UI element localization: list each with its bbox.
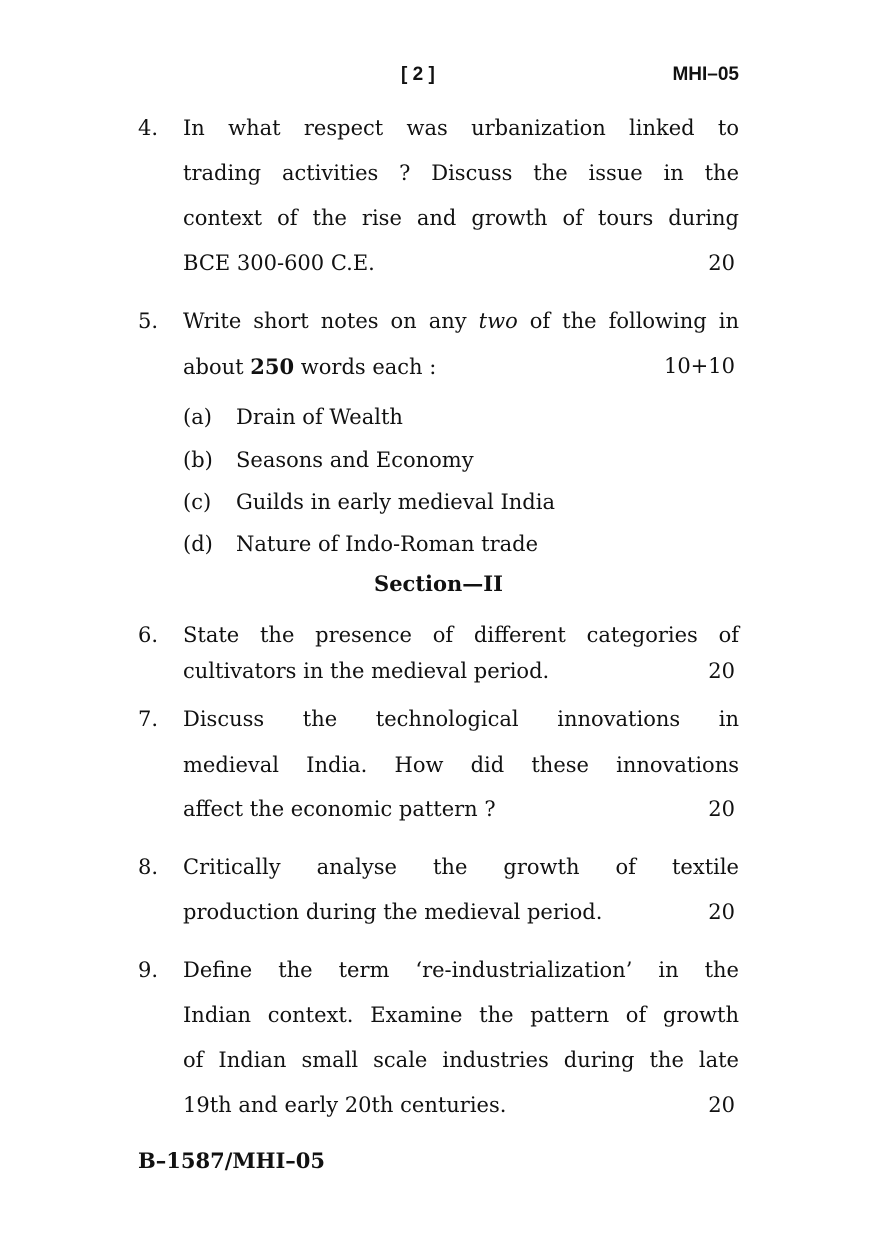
- question-line: cultivators in the medieval period.: [183, 659, 550, 683]
- text: about: [183, 355, 244, 379]
- question-line: In what respect was urbanization linked to: [183, 116, 739, 140]
- question-line: medieval India. How did these innovations: [183, 753, 739, 777]
- word-count: 250: [250, 354, 295, 379]
- option-text: Nature of Indo-Roman trade: [236, 532, 539, 556]
- marks: 20: [708, 251, 735, 275]
- question-line: Indian context. Examine the pattern of growth: [183, 1003, 739, 1027]
- question-line: Define the term ‘re-industrialization’ in the: [183, 958, 739, 982]
- question-number: 7.: [138, 707, 159, 731]
- question-line: [183, 309, 739, 333]
- emphasis: two: [478, 309, 518, 333]
- option-label: (b): [183, 448, 213, 472]
- paper-code-footer: B–1587/MHI–05: [138, 1148, 326, 1173]
- question-line: Critically analyse the growth of textile: [183, 855, 739, 879]
- option-text: Drain of Wealth: [236, 405, 403, 429]
- option-label: (a): [183, 405, 212, 429]
- question-line: 19th and early 20th centuries.: [183, 1093, 507, 1117]
- text: of the following in: [529, 309, 739, 333]
- option-text: Seasons and Economy: [236, 448, 474, 472]
- question-number: 6.: [138, 623, 159, 647]
- course-code: MHI–05: [672, 64, 739, 85]
- question-line: production during the medieval period.: [183, 900, 603, 924]
- option-text: Guilds in early medieval India: [236, 490, 555, 514]
- question-line: Discuss the technological innovations in: [183, 707, 739, 731]
- text: words each :: [300, 355, 437, 379]
- question-number: 9.: [138, 958, 159, 982]
- question-line: BCE 300-600 C.E.: [183, 251, 375, 275]
- marks: 20: [708, 797, 735, 821]
- page-number: [ 2 ]: [401, 64, 435, 85]
- question-line: trading activities ? Discuss the issue in the: [183, 161, 739, 185]
- section-title: Section—II: [374, 571, 503, 596]
- question-number: 4.: [138, 116, 159, 140]
- option-label: (d): [183, 532, 213, 556]
- question-number: 5.: [138, 309, 159, 333]
- text: Write short notes on any: [183, 309, 467, 333]
- option-label: (c): [183, 490, 212, 514]
- question-line: affect the economic pattern ?: [183, 797, 496, 821]
- marks: 10+10: [663, 354, 735, 378]
- marks: 20: [708, 659, 735, 683]
- question-number: 8.: [138, 855, 159, 879]
- question-line: context of the rise and growth of tours during: [183, 206, 739, 230]
- marks: 20: [708, 900, 735, 924]
- question-line: of Indian small scale industries during the late: [183, 1048, 739, 1072]
- question-line: [183, 354, 739, 379]
- question-line: State the presence of different categories of: [183, 623, 739, 647]
- marks: 20: [708, 1093, 735, 1117]
